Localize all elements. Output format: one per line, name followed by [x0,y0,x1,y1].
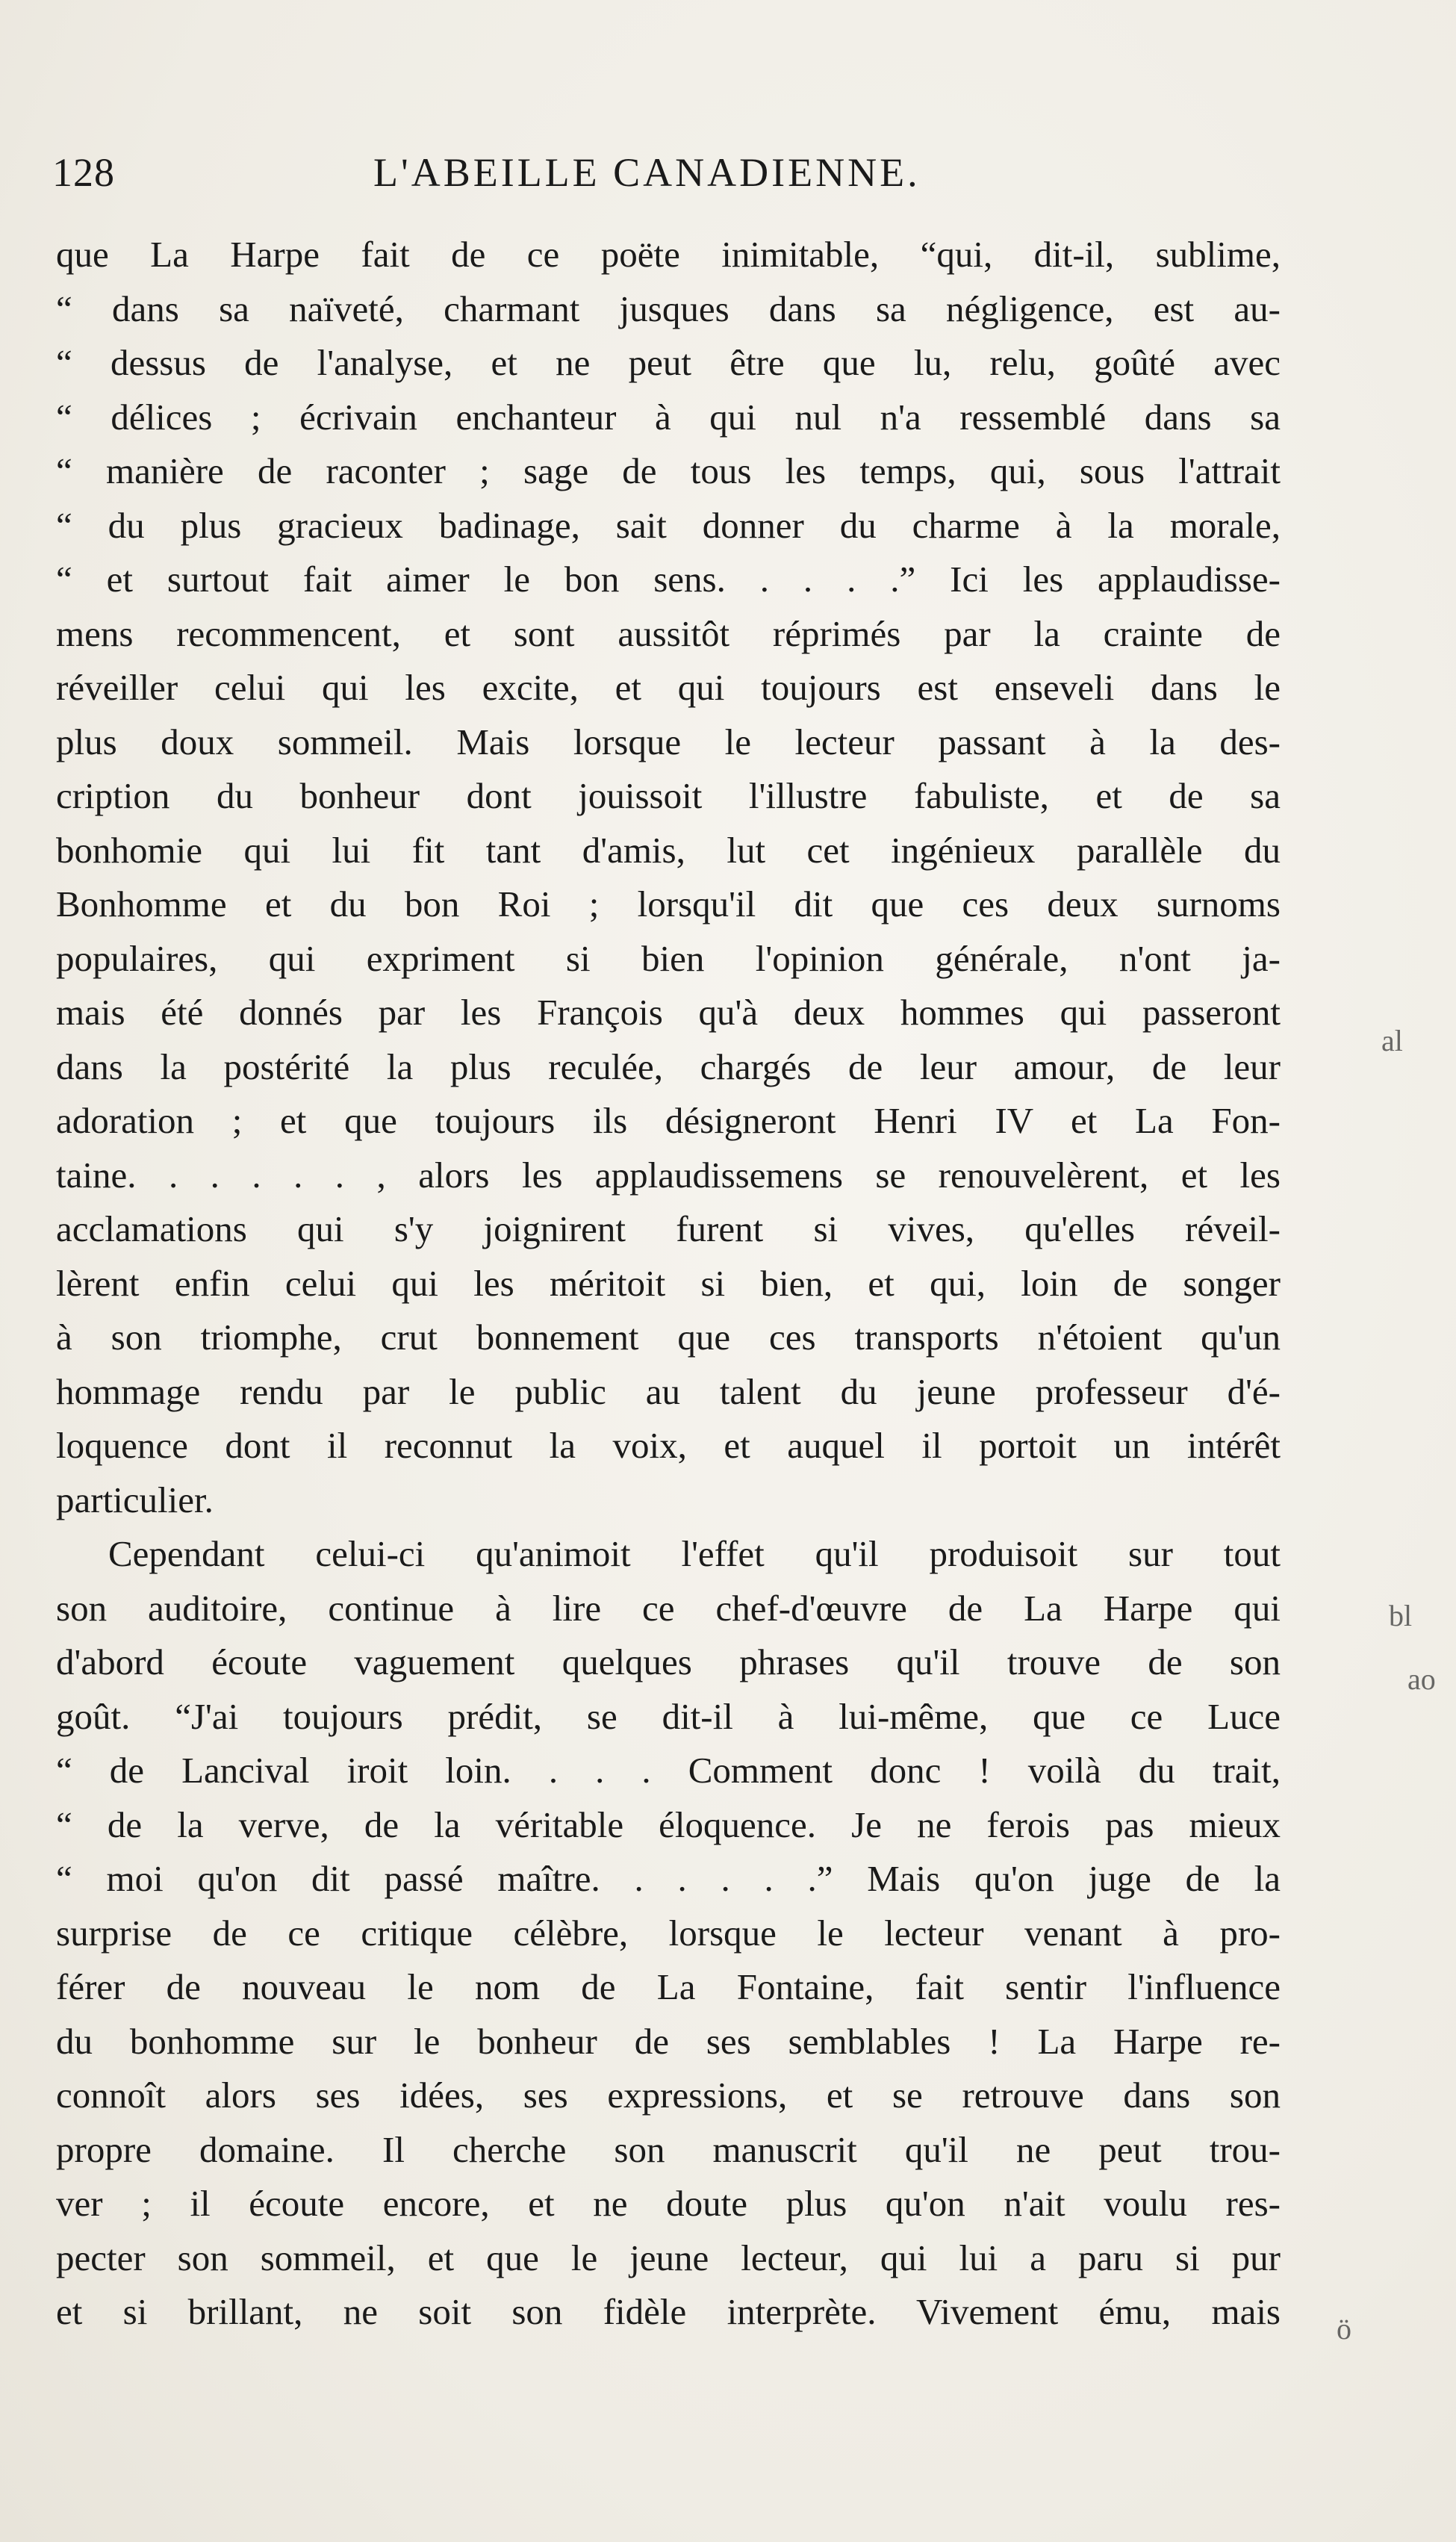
text-line: acclamations qui s'y joignirent furent si vives, qu'elles réveil- [56,1208,1281,1249]
text-line: à son triomphe, crut bonnement que ces transports n'étoient qu'un [56,1317,1281,1358]
text-line: bonhomie qui lui fit tant d'amis, lut cet ingénieux parallèle du [56,829,1281,871]
text-line: “ moi qu'on dit passé maître. . . . . .” Mais qu'on juge de la [56,1858,1281,1899]
text-line: “ du plus gracieux badinage, sait donner du charme à la morale, [56,504,1281,546]
text-line: Cependant celui-ci qu'animoit l'effet qu'il produisoit sur tout [108,1533,1281,1574]
text-line: populaires, qui expriment si bien l'opinion générale, n'ont ja- [56,937,1281,979]
text-line: hommage rendu par le public au talent du jeune professeur d'é- [56,1370,1281,1412]
text-line: ver ; il écoute encore, et ne doute plus qu'on n'ait voulu res- [56,2183,1281,2224]
text-line: du bonhomme sur le bonheur de ses semblables ! La Harpe re- [56,2020,1281,2062]
text-line: pecter son sommeil, et que le jeune lecteur, qui lui a paru si pur [56,2237,1281,2278]
margin-note: al [1381,1024,1403,1057]
paragraph-2 [56,1527,1281,2340]
text-line: réveiller celui qui les excite, et qui toujours est enseveli dans le [56,667,1281,708]
text-line: Bonhomme et du bon Roi ; lorsqu'il dit que ces deux surnoms [56,883,1281,924]
text-line: connoît alors ses idées, ses expressions, et se retrouve dans son [56,2075,1281,2116]
text-line: lèrent enfin celui qui les méritoit si bien, et qui, loin de songer [56,1262,1281,1304]
text-line: “ dessus de l'analyse, et ne peut être que lu, relu, goûté avec [56,342,1281,383]
text-line: que La Harpe fait de ce poëte inimitable, “qui, dit-il, sublime, [56,234,1281,275]
text-line: férer de nouveau le nom de La Fontaine, fait sentir l'influence [56,1966,1281,2007]
margin-note: ö [1337,2312,1351,2346]
text-line: plus doux sommeil. Mais lorsque le lecteur passant à la des- [56,721,1281,762]
margin-note: bl [1389,1599,1413,1632]
text-line: dans la postérité la plus reculée, chargés de leur amour, de leur [56,1045,1281,1087]
text-line: cription du bonheur dont jouissoit l'illustre fabuliste, et de sa [56,775,1281,816]
text-line: adoration ; et que toujours ils désigneront Henri IV et La Fon- [56,1100,1281,1141]
text-line: “ manière de raconter ; sage de tous les temps, qui, sous l'attrait [56,450,1281,491]
text-line: particulier. [56,1479,214,1520]
text-line: goût. “J'ai toujours prédit, se dit-il à lui-même, que ce Luce [56,1695,1281,1737]
text-line: mais été donnés par les François qu'à deux hommes qui passeront [56,992,1281,1033]
text-line: “ de Lancival iroit loin. . . . Comment donc ! voilà du trait, [56,1750,1281,1791]
margin-note: ao [1407,1662,1436,1696]
text-line: son auditoire, continue à lire ce chef-d'œuvre de La Harpe qui [56,1587,1281,1629]
text-line: “ dans sa naïveté, charmant jusques dans sa négligence, est au- [56,288,1281,329]
body-text [56,228,1281,2340]
text-line: “ délices ; écrivain enchanteur à qui nul n'a ressemblé dans sa [56,396,1281,438]
text-line: “ et surtout fait aimer le bon sens. . . . .” Ici les applaudisse- [56,559,1281,600]
page-header [52,149,1277,202]
text-line: surprise de ce critique célèbre, lorsque le lecteur venant à pro- [56,1912,1281,1954]
text-line: mens recommencent, et sont aussitôt réprimés par la crainte de [56,612,1281,654]
text-line: “ de la verve, de la véritable éloquence. Je ne ferois pas mieux [56,1803,1281,1845]
text-line: d'abord écoute vaguement quelques phrases qu'il trouve de son [56,1641,1281,1682]
text-line: loquence dont il reconnut la voix, et auquel il portoit un intérêt [56,1425,1281,1466]
page-number: 128 [52,150,115,195]
text-line: propre domaine. Il cherche son manuscrit qu'il ne peut trou- [56,2128,1281,2170]
text-line: et si brillant, ne soit son fidèle interprète. Vivement ému, mais [56,2291,1281,2332]
paragraph-1 [56,228,1281,1527]
text-line: taine. . . . . . , alors les applaudissemens se renouvelèrent, et les [56,1154,1281,1196]
running-head: L'ABEILLE CANADIENNE. [373,150,921,195]
